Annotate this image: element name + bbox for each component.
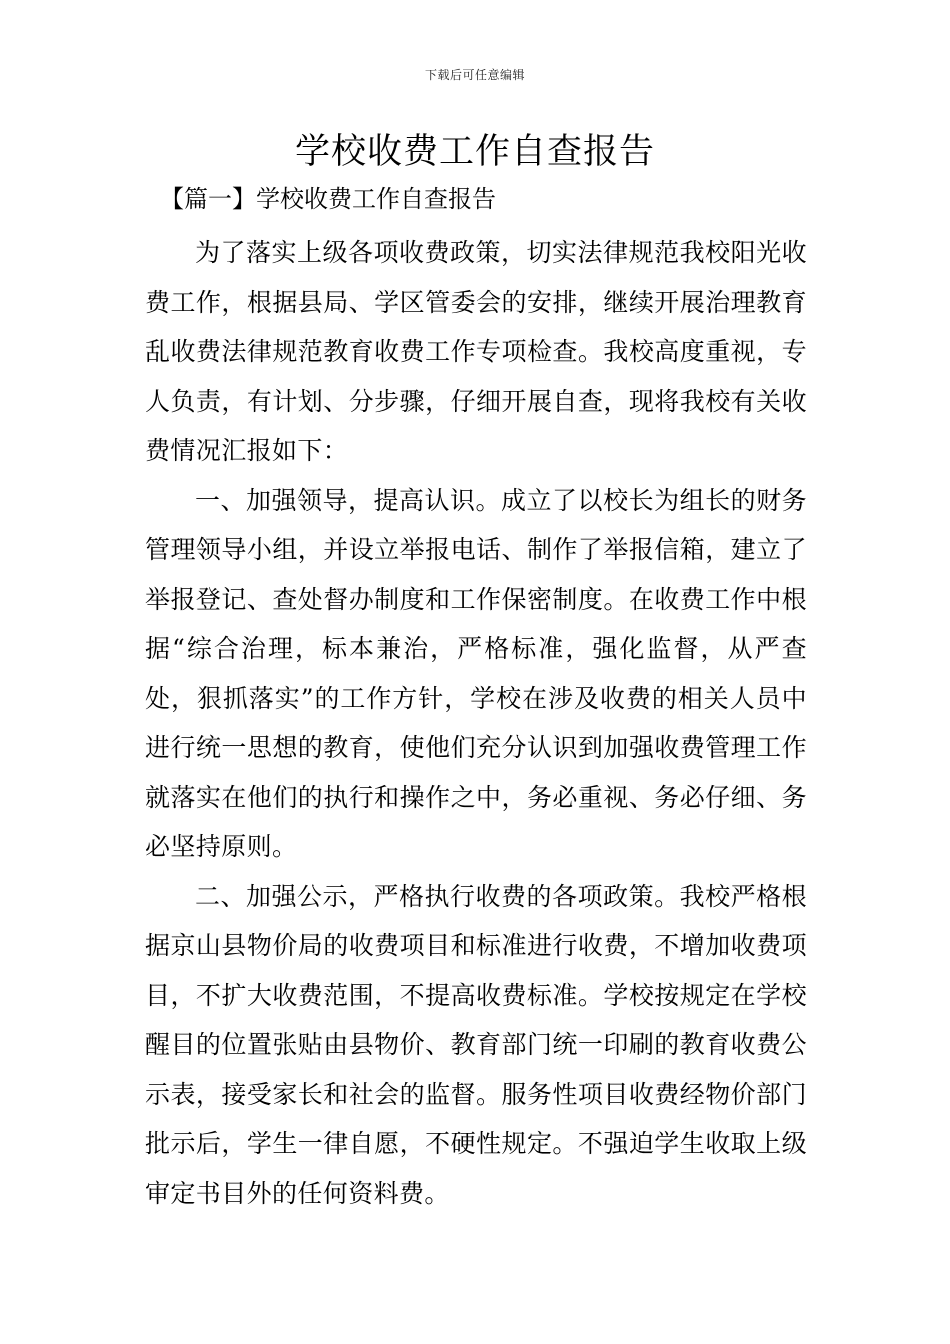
section-heading: 【篇一】学校收费工作自查报告 <box>160 185 496 213</box>
document-body <box>145 228 807 1218</box>
paragraph-intro: 为了落实上级各项收费政策，切实法律规范我校阳光收费工作，根据县局、学区管委会的安排，继续开展治理教育乱收费法律规范教育收费工作专项检查。我校高度重视，专人负责，有计划、分步骤，仔细开展自查，现将我校有关收费情况汇报如下： <box>145 238 807 465</box>
header-note: 下载后可任意编辑 <box>424 68 525 82</box>
document-title: 学校收费工作自查报告 <box>294 132 655 172</box>
paragraph-leadership: 一、加强领导，提高认识。成立了以校长为组长的财务管理领导小组，并设立举报电话、制作了举报信箱，建立了举报登记、查处督办制度和工作保密制度。在收费工作中根据“综合治理，标本兼治，严格标准，强化监督，从严查处，狠抓落实”的工作方针，学校在涉及收费的相关人员中进行统一思想的教育，使他们充分认识到加强收费管理工作就落实在他们的执行和操作之中，务必重视、务必仔细、务必坚持原则。 <box>145 485 807 861</box>
paragraph-publicity: 二、加强公示，严格执行收费的各项政策。我校严格根据京山县物价局的收费项目和标准进行收费，不增加收费项目，不扩大收费范围，不提高收费标准。学校按规定在学校醒目的位置张贴由县物价、教育部门统一印刷的教育收费公示表，接受家长和社会的监督。服务性项目收费经物价部门批示后，学生一律自愿，不硬性规定。不强迫学生收取上级审定书目外的任何资料费。 <box>145 881 807 1208</box>
